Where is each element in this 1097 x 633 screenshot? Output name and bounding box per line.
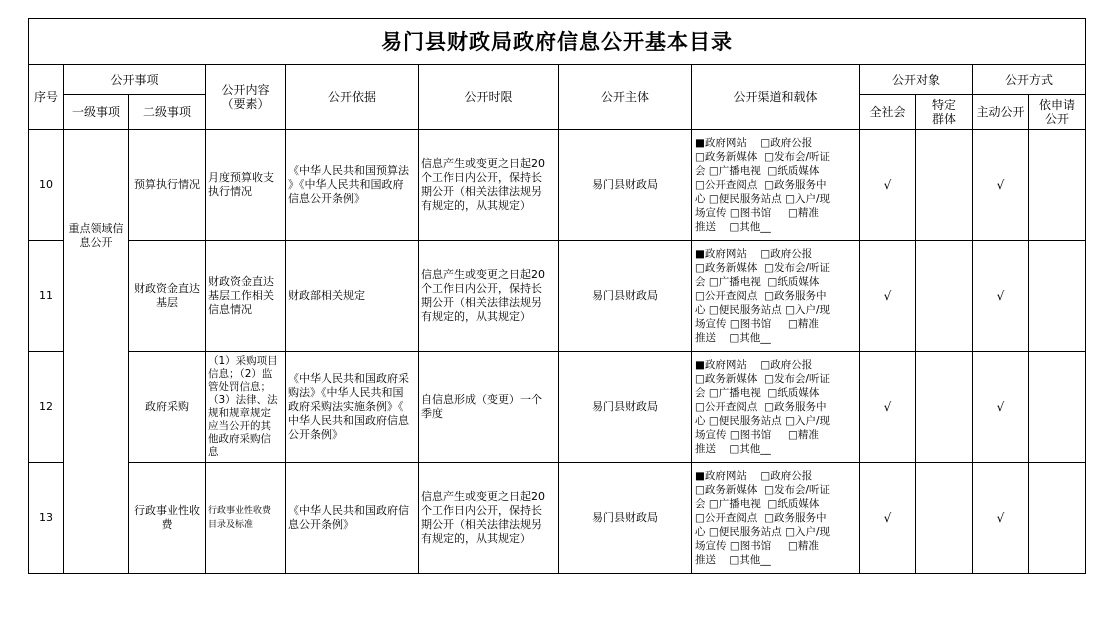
row-channels: ■政府网站 □政府公报 □政务新媒体 □发布会/听证 会 □广播电视 □纸质媒体 □公开查阅点 □政务服务中 心 □便民服务站点 □入户/现 场宣传 □图书馆 □精准 推送 □其他__	[692, 352, 860, 463]
row-level2: 政府采购	[129, 352, 206, 463]
header-matters: 公开事项	[64, 65, 206, 95]
row-method-active: √	[973, 352, 1029, 463]
row-method-request	[1029, 130, 1086, 241]
row-subject: 易门县财政局	[559, 241, 692, 352]
row-audience-specific	[916, 130, 973, 241]
header-method: 公开方式	[973, 65, 1086, 95]
header-method-request: 依申请 公开	[1029, 95, 1086, 130]
row-time-limit: 信息产生或变更之日起20 个工作日内公开，保持长 期公开（相关法律法规另 有规定的，从其规定）	[419, 463, 559, 574]
row-audience-all: √	[860, 241, 916, 352]
row-method-request	[1029, 352, 1086, 463]
row-audience-all: √	[860, 352, 916, 463]
row-level2: 行政事业性收 费	[129, 463, 206, 574]
row-content: 月度预算收支 执行情况	[206, 130, 286, 241]
header-channels: 公开渠道和载体	[692, 65, 860, 130]
row-time-limit: 信息产生或变更之日起20 个工作日内公开，保持长 期公开（相关法律法规另 有规定的，从其规定）	[419, 241, 559, 352]
header-audience: 公开对象	[860, 65, 973, 95]
row-audience-all: √	[860, 463, 916, 574]
row-subject: 易门县财政局	[559, 352, 692, 463]
row-content: 财政资金直达 基层工作相关 信息情况	[206, 241, 286, 352]
row-audience-specific	[916, 463, 973, 574]
row-seq: 12	[29, 352, 64, 463]
row-basis: 《中华人民共和国政府信 息公开条例》	[286, 463, 419, 574]
page-title: 易门县财政局政府信息公开基本目录	[29, 19, 1086, 65]
row-method-request	[1029, 241, 1086, 352]
row-audience-specific	[916, 352, 973, 463]
row-method-active: √	[973, 241, 1029, 352]
row-level2: 财政资金直达 基层	[129, 241, 206, 352]
row-seq: 11	[29, 241, 64, 352]
catalog-table	[28, 18, 1086, 574]
row-method-active: √	[973, 130, 1029, 241]
table-row	[29, 241, 1086, 352]
row-content: （1）采购项目 信息；（2）监 管处罚信息； （3）法律、法 规和规章规定 应当公开的其 他政府采购信 息	[206, 352, 286, 463]
header-subject: 公开主体	[559, 65, 692, 130]
header-level1: 一级事项	[64, 95, 129, 130]
header-content: 公开内容 （要素）	[206, 65, 286, 130]
header-seq: 序号	[29, 65, 64, 130]
row-seq: 10	[29, 130, 64, 241]
row-method-active: √	[973, 463, 1029, 574]
row-basis: 《中华人民共和国预算法 》《中华人民共和国政府 信息公开条例》	[286, 130, 419, 241]
header-level2: 二级事项	[129, 95, 206, 130]
row-content: 行政事业性收费 目录及标准	[206, 463, 286, 574]
table-row	[29, 130, 1086, 241]
row-audience-specific	[916, 241, 973, 352]
row-channels: ■政府网站 □政府公报 □政务新媒体 □发布会/听证 会 □广播电视 □纸质媒体 □公开查阅点 □政务服务中 心 □便民服务站点 □入户/现 场宣传 □图书馆 □精准 推送 □其他__	[692, 130, 860, 241]
row-seq: 13	[29, 463, 64, 574]
row-channels: ■政府网站 □政府公报 □政务新媒体 □发布会/听证 会 □广播电视 □纸质媒体 □公开查阅点 □政务服务中 心 □便民服务站点 □入户/现 场宣传 □图书馆 □精准 推送 □其他__	[692, 241, 860, 352]
row-level2: 预算执行情况	[129, 130, 206, 241]
table-row	[29, 352, 1086, 463]
row-basis: 《中华人民共和国政府采 购法》《中华人民共和国 政府采购法实施条例》《 中华人民共和国政府信息 公开条例》	[286, 352, 419, 463]
header-basis: 公开依据	[286, 65, 419, 130]
row-time-limit: 自信息形成（变更）一个 季度	[419, 352, 559, 463]
row-channels: ■政府网站 □政府公报 □政务新媒体 □发布会/听证 会 □广播电视 □纸质媒体 □公开查阅点 □政务服务中 心 □便民服务站点 □入户/现 场宣传 □图书馆 □精准 推送 □其他__	[692, 463, 860, 574]
row-subject: 易门县财政局	[559, 463, 692, 574]
header-time-limit: 公开时限	[419, 65, 559, 130]
row-time-limit: 信息产生或变更之日起20 个工作日内公开，保持长 期公开（相关法律法规另 有规定的，从其规定）	[419, 130, 559, 241]
row-audience-all: √	[860, 130, 916, 241]
table-row	[29, 463, 1086, 574]
header-audience-all: 全社会	[860, 95, 916, 130]
level1-item: 重点领域信 息公开	[64, 130, 129, 574]
catalog-sheet	[28, 18, 1086, 574]
header-method-active: 主动公开	[973, 95, 1029, 130]
row-basis: 财政部相关规定	[286, 241, 419, 352]
header-audience-specific: 特定 群体	[916, 95, 973, 130]
row-subject: 易门县财政局	[559, 130, 692, 241]
row-method-request	[1029, 463, 1086, 574]
